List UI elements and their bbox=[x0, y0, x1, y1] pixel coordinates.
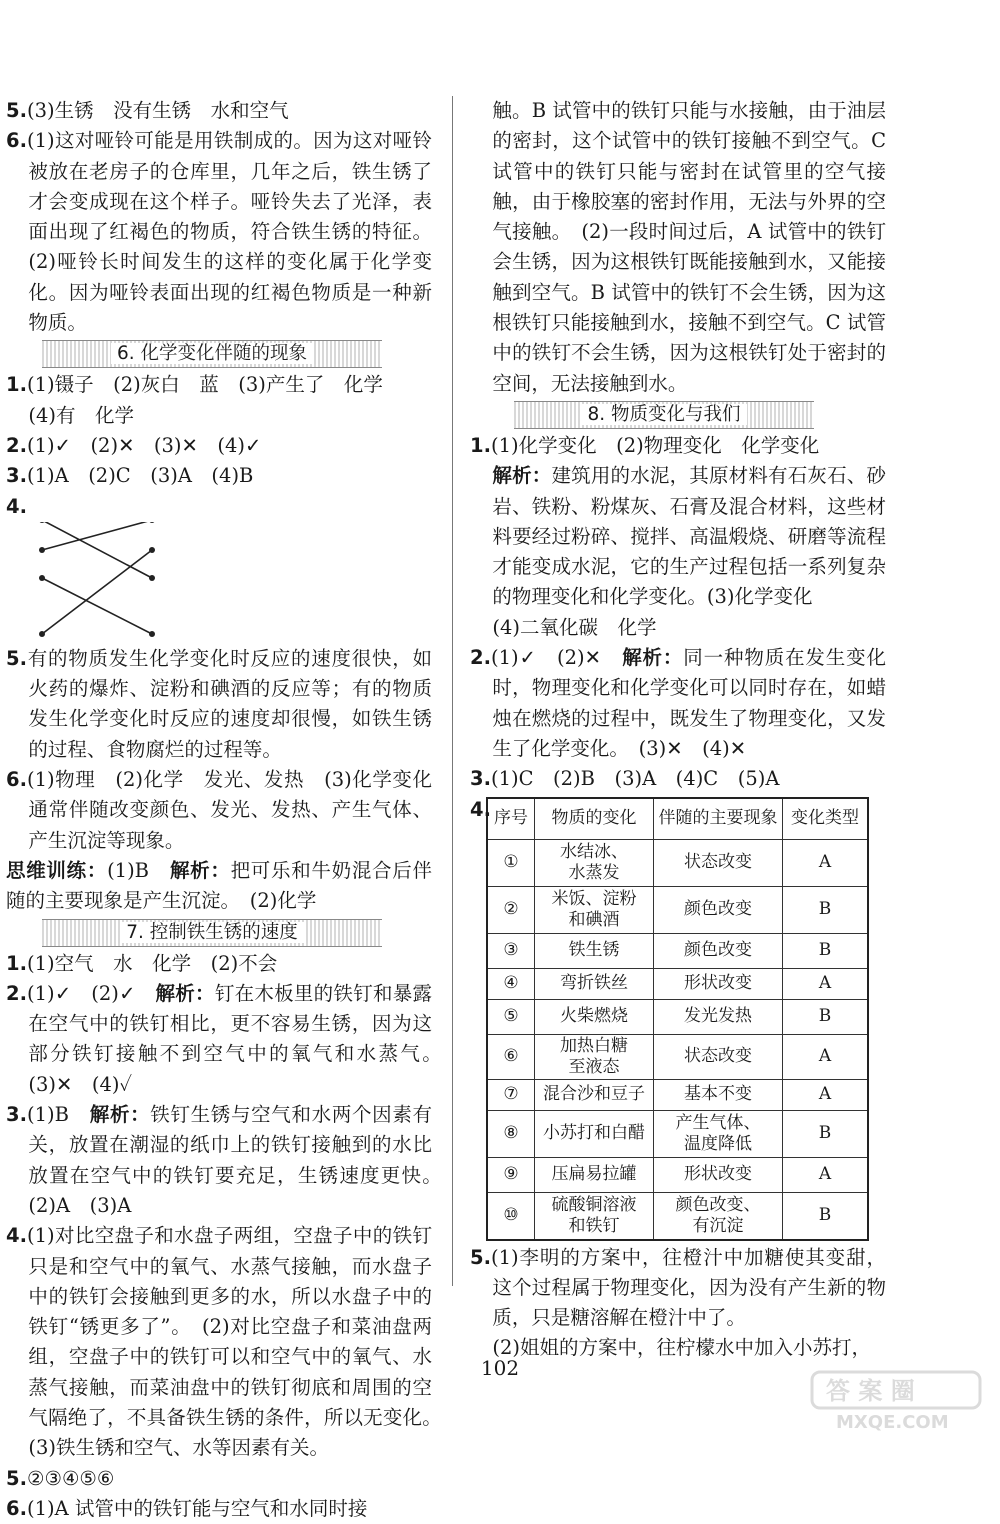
table-cell: 产生气体、 温度降低 bbox=[654, 1110, 783, 1157]
table-cell: B bbox=[783, 886, 869, 933]
table-cell: B bbox=[783, 933, 869, 968]
table-cell: 小苏打和白醋 bbox=[535, 1110, 654, 1157]
table-row bbox=[487, 1157, 868, 1192]
s7-question-3: 3.(1)B 解析：铁钉生锈与空气和水两个因素有关，放置在潮湿的纸巾上的铁钉接触到的水比放置在空气中的铁钉要充足，生锈速度更快。 (2)A (3)A bbox=[6, 1103, 452, 1217]
table-cell: 压扁易拉罐 bbox=[535, 1157, 654, 1192]
table-cell: 颜色改变 bbox=[654, 933, 783, 968]
s7-question-4: 4.(1)对比空盘子和水盘子两组，空盘子中的铁钉只是和空气中的氧气、水蒸气接触，而水盘子中的铁钉会接触到更多的水，所以水盘子中的铁钉“锈更多了”。 (2)对比空盘子和菜油盘两组，空盘子中的铁钉可以和空气中的氧气、水蒸气接触，而菜油盘中的铁钉彻底和周围的空气隔绝了，不具备铁生锈的条件，所以无变化。 (3)铁生锈和空气、水等因素有关。 bbox=[6, 1224, 452, 1460]
s7-question-6-continued: 触。B 试管中的铁钉只能与水接触，由于油层的密封，这个试管中的铁钉接触不到空气。C 试管中的铁钉只能与密封在试管里的空气接触，由于橡胶塞的密封作用，无法与外界的空气接触。 (2)一段时间过后，A 试管中的铁钉会生锈，因为这根铁钉既能接触到水，又能接触到空气。B 试管中的铁钉不会生锈，因为这根铁钉只能接触到水，接触不到空气。C 试管中的铁钉不会生锈，因为这根铁钉处于密封的空间，无法接触到水。 bbox=[492, 99, 886, 395]
table-cell: ② bbox=[487, 886, 535, 933]
table-cell: 铁生锈 bbox=[535, 933, 654, 968]
s8-question-1-line4: (4)二氧化碳 化学 bbox=[492, 615, 657, 639]
section-8-heading: 8. 物质变化与我们 bbox=[514, 401, 814, 429]
table-row bbox=[487, 933, 868, 968]
svg-text:MXQE.COM: MXQE.COM bbox=[836, 1412, 949, 1432]
s6-question-5: 5.有的物质发生化学变化时反应的速度很快，如火药的爆炸、淀粉和碘酒的反应等；有的物质发生化学变化时反应的速度却很慢，如铁生锈的过程、食物腐烂的过程等。 bbox=[6, 646, 432, 761]
table-cell: 颜色改变 bbox=[654, 886, 783, 933]
svg-text:答 案 圈: 答 案 圈 bbox=[826, 1377, 915, 1405]
s8-question-5: 5.(1)李明的方案中，往橙汁中加糖使其变甜，这个过程属于物理变化，因为没有产生新的物质，只是糖溶解在橙汁中了。 bbox=[470, 1245, 886, 1330]
table-cell: A bbox=[783, 968, 869, 999]
s6-question-6: 6.(1)物理 (2)化学 发光、发热 (3)化学变化通常伴随改变颜色、发光、发热、产生气体、产生沉淀等现象。 bbox=[6, 768, 432, 852]
section-7-heading: 7. 控制铁生锈的速度 bbox=[42, 919, 382, 947]
table-row bbox=[487, 1079, 868, 1110]
table-cell: 加热白糖 至液态 bbox=[535, 1034, 654, 1079]
table-cell: 状态改变 bbox=[654, 839, 783, 886]
table-cell: ① bbox=[487, 839, 535, 886]
table-cell: 火柴燃烧 bbox=[535, 999, 654, 1034]
s7-question-5: 5.②③④⑤⑥ bbox=[6, 1466, 115, 1490]
page-number: 102 bbox=[480, 1356, 520, 1380]
table-cell: B bbox=[783, 999, 869, 1034]
s8-question-2: 2.(1)✓ (2)✕ 解析：同一种物质在发生变化时，物理变化和化学变化可以同时存在，如蜡烛在燃烧的过程中，既发生了物理变化，又发生了化学变化。 (3)✕ (4)✕ bbox=[470, 646, 886, 760]
table-cell: A bbox=[783, 1079, 869, 1110]
table-row bbox=[487, 1110, 868, 1157]
s7-question-6: 6.(1)A 试管中的铁钉能与空气和水同时接 bbox=[6, 1496, 368, 1520]
table-cell: 弯折铁丝 bbox=[535, 968, 654, 999]
table-cell: A bbox=[783, 1034, 869, 1079]
table-cell: 颜色改变、 有沉淀 bbox=[654, 1192, 783, 1240]
s6-question-3: 3.(1)A (2)C (3)A (4)B bbox=[6, 464, 254, 488]
table-cell: 基本不变 bbox=[654, 1079, 783, 1110]
table-cell: 硫酸铜溶液 和铁钉 bbox=[535, 1192, 654, 1240]
table-header-cell: 伴随的主要现象 bbox=[654, 798, 783, 840]
s6-question-2: 2.(1)✓ (2)✕ (3)✕ (4)✓ bbox=[6, 433, 262, 457]
watermark-logo bbox=[806, 1368, 986, 1432]
table-cell: 米饭、淀粉 和碘酒 bbox=[535, 886, 654, 933]
table-row bbox=[487, 839, 868, 886]
s6-question-1-line2: (4)有 化学 bbox=[28, 403, 135, 427]
table-row bbox=[487, 1192, 868, 1240]
table-header-cell: 物质的变化 bbox=[535, 798, 654, 840]
table-cell: ⑩ bbox=[487, 1192, 535, 1240]
table-cell: ④ bbox=[487, 968, 535, 999]
table-row bbox=[487, 886, 868, 933]
table-cell: ⑨ bbox=[487, 1157, 535, 1192]
table-cell: B bbox=[783, 1192, 869, 1240]
table-cell: ③ bbox=[487, 933, 535, 968]
table-cell: 水结冰、 水蒸发 bbox=[535, 839, 654, 886]
question-5: 5.(3)生锈 没有生锈 水和空气 bbox=[6, 99, 289, 122]
table-cell: ⑧ bbox=[487, 1110, 535, 1157]
table-cell: A bbox=[783, 1157, 869, 1192]
change-table bbox=[486, 797, 869, 1241]
table-cell: B bbox=[783, 1110, 869, 1157]
s6-question-4: 4. bbox=[6, 494, 27, 518]
s8-question-5-line2: (2)姐姐的方案中，往柠檬水中加入小苏打， bbox=[492, 1336, 872, 1360]
left-column bbox=[6, 96, 452, 1524]
s7-question-1: 1.(1)空气 水 化学 (2)不会 bbox=[6, 951, 278, 975]
s7-question-2: 2.(1)✓ (2)✓ 解析：钉在木板里的铁钉和暴露在空气中的铁钉相比，更不容易生锈，因为这部分铁钉接触不到空气中的氧气和水蒸气。 (3)✕ (4)✓ bbox=[6, 981, 452, 1096]
thinking-training: 思维训练：(1)B 解析：把可乐和牛奶混合后伴随的主要现象是产生沉淀。 (2)化学 bbox=[6, 858, 432, 913]
table-header-row bbox=[487, 798, 868, 840]
question-6: 6.(1)这对哑铃可能是用铁制成的。因为这对哑铃被放在老房子的仓库里，几年之后，铁生锈了才会变成现在这个样子。哑铃失去了光泽，表面出现了红褐色的物质，符合铁生锈的特征。(2)哑铃长时间发生的这样的变化属于化学变化。因为哑铃表面出现的红褐色物质是一种新物质。 bbox=[6, 129, 432, 335]
table-header-cell: 变化类型 bbox=[783, 798, 869, 840]
matching-lines-diagram bbox=[6, 522, 432, 642]
table-cell: 状态改变 bbox=[654, 1034, 783, 1079]
table-cell: ⑤ bbox=[487, 999, 535, 1034]
table-header-cell: 序号 bbox=[487, 798, 535, 840]
table-row bbox=[487, 968, 868, 999]
column-divider bbox=[452, 96, 453, 1286]
s8-question-1: 1.(1)化学变化 (2)物理变化 化学变化 解析：建筑用的水泥，其原材料有石灰石、砂岩、铁粉、粉煤灰、石膏及混合材料，这些材料要经过粉碎、搅拌、高温煅烧、研磨等流程才能变成水泥，它的生产过程包括一系列复杂的物理变化和化学变化。(3)化学变化 bbox=[470, 433, 886, 609]
table-cell: A bbox=[783, 839, 869, 886]
table-cell: 混合沙和豆子 bbox=[535, 1079, 654, 1110]
table-cell: 形状改变 bbox=[654, 968, 783, 999]
section-6-heading: 6. 化学变化伴随的现象 bbox=[42, 340, 382, 368]
table-row bbox=[487, 1034, 868, 1079]
table-cell: ⑥ bbox=[487, 1034, 535, 1079]
s8-question-3: 3.(1)C (2)B (3)A (4)C (5)A bbox=[470, 767, 780, 791]
table-row bbox=[487, 999, 868, 1034]
matching-lines bbox=[6, 522, 206, 642]
table-cell: 形状改变 bbox=[654, 1157, 783, 1192]
table-cell: ⑦ bbox=[487, 1079, 535, 1110]
s6-question-1: 1.(1)镊子 (2)灰白 蓝 (3)产生了 化学 bbox=[6, 373, 383, 397]
table-cell: 发光发热 bbox=[654, 999, 783, 1034]
right-column: 触。B 试管中的铁钉只能与水接触，由于油层的密封，这个试管中的铁钉接触不到空气。C 试管中的铁钉只能与密封在试管里的空气接触，由于橡胶塞的密封作用，无法与外界的空气接触。 (2)一段时间过后，A 试管中的铁钉会生锈，因为这根铁钉既能接触到水，又能接触到空气。B 试管中的铁钉不会生锈，因为这根铁钉只能接触到水，接触不到空气。C 试管中的铁钉不会生锈，因为这根铁钉处于密封的空间，无法接触到水。 8. 物质变化与我们 1.(1)化学变化 (2)物理变化 化学变化 解析：建筑用的水泥，其原材料有石灰石、砂岩、铁粉、粉煤灰、石膏及混合材料，这些材料要经过粉碎、搅拌、高温煅烧、研磨等流程才能变成水泥，它的生产过程包括一系列复杂的物理变化和化学变化。(3)化学变化 (4)二氧化碳 化学 2.(1)✓ (2)✕ 解析：同一种物质在发生变化时，物理变化和化学变化可以同时存在，如蜡烛在燃烧的过程中，既发生了物理变化，又发生了化学变化。 (3)✕ (4)✕ 3.(1)C (2)B (3)A (4)C (5)A 4. 序号 物质的变化 伴随的主要现象 变化类型 ① 水结冰、 水蒸发 状态改变 A ② 米饭、淀粉 和碘酒 颜色改变 B ③ 铁生锈 颜色改变 B ④ 弯折铁丝 形状改变 A ⑤ 火柴燃烧 发光发热 B ⑥ 加热白糖 至液态 状态改变 A ⑦ 混合沙和豆子 基本不变 A ⑧ 小苏打和白醋 产生气体、 温度降低 B ⑨ 压扁易拉罐 形状改变 A ⑩ 硫酸铜溶液 和铁钉 颜色改变、 有沉淀 B 5.(1)李明的方案中，往橙汁中加糖使其变甜，这个过程属于物理变化，因为没有产生新的物质，只是糖溶解在橙汁中了。 (2)姐姐的方案中，往柠檬水中加入小苏打， bbox=[470, 96, 886, 1364]
